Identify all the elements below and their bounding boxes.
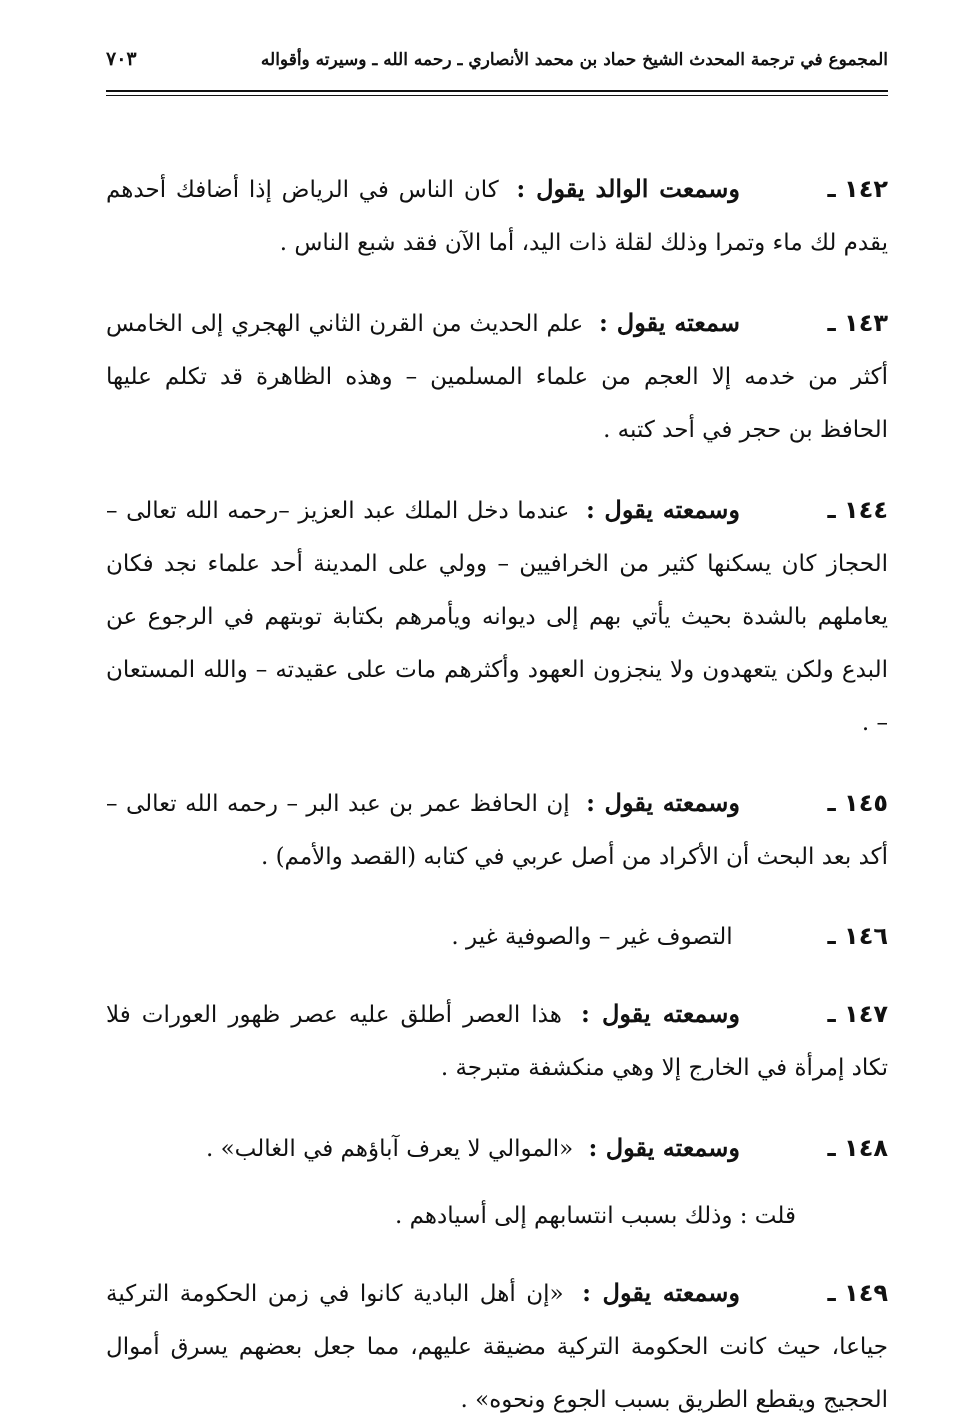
entry-text: التصوف غير – والصوفية غير . [451, 924, 733, 950]
entry-lead: وسمعته يقول : [582, 1278, 741, 1307]
entry-143 [106, 296, 888, 457]
entry-text: كان الناس في الرياض إذا أضافك أحدهم يقدم لك ماء وتمرا وذلك لقلة ذات اليد، أما الآن فقد شبع الناس . [106, 177, 888, 256]
entry-lead: وسمعت الوالد يقول : [516, 174, 740, 203]
entry-147 [106, 987, 888, 1095]
running-head [106, 48, 888, 76]
entry-number: ١٤٤ ـ [827, 496, 888, 524]
entry-number: ١٤٩ ـ [827, 1279, 889, 1307]
entries-list [106, 162, 888, 1427]
entry-144 [106, 483, 888, 750]
entry-text: علم الحديث من القرن الثاني الهجري إلى الخامس أكثر من خدمه إلا العجم من علماء المسلمين – وهذه الظاهرة قد تكلم عليها الحافظ بن حجر في أحد كتبه . [106, 311, 888, 443]
entry-145 [106, 776, 888, 884]
entry-text: عندما دخل الملك عبد العزيز –رحمه الله تعالى – الحجاز كان يسكنها كثير من الخرافيين – وولي على المدينة أحد علماء نجد فكان يعاملهم بالشدة بحيث يأتي بهم إلى ديوانه ويأمرهم بكتابة توبتهم في الرجوع عن البدع ولكن يتعهدون ولا ينجزون العهود وأكثرهم مات على عقيدته – والله المستعان – . [106, 498, 888, 736]
entry-lead: وسمعته يقول : [586, 788, 740, 817]
header-rule-thin [106, 95, 888, 96]
entry-lead: وسمعته يقول : [580, 999, 741, 1028]
entry-text: «إن أهل البادية كانوا في زمن الحكومة التركية جياعا، حيث كانت الحكومة التركية مضيقة عليهم، مما جعل بعضهم يسرق أموال الحجيج ويقطع الطريق بسبب الجوع ونحوه» . [106, 1281, 888, 1413]
entry-lead: سمعته يقول : [599, 308, 740, 337]
entry-number: ١٤٧ ـ [827, 1000, 889, 1028]
entry-text: هذا العصر أطلق عليه عصر ظهور العورات فلا تكاد إمرأة في الخارج إلا وهي منكشفة متبرجة . [106, 1002, 888, 1081]
entry-148 [106, 1121, 888, 1176]
running-head-title: المجموع في ترجمة المحدث الشيخ حماد بن محمد الأنصاري ـ رحمه الله ـ وسيرته وأقواله [260, 50, 888, 70]
entry-149 [106, 1266, 888, 1427]
page-number: ٧٠٣ [106, 48, 137, 70]
entry-text: إن الحافظ عمر بن عبد البر – رحمه الله تعالى – أكد بعد البحث أن الأكراد من أصل عربي في كتابه (القصد والأمم) . [106, 791, 888, 870]
editor-note: قلت : وذلك بسبب انتسابهم إلى أسيادهم . [394, 1203, 796, 1229]
entry-text: «الموالي لا يعرف آباؤهم في الغالب» . [205, 1136, 574, 1162]
entry-lead: وسمعته يقول : [588, 1133, 740, 1162]
entry-number: ١٤٨ ـ [827, 1134, 888, 1162]
entry-146 [106, 910, 888, 964]
header-rule-thick [106, 90, 888, 92]
entry-number: ١٤٦ ـ [827, 922, 888, 950]
entry-number: ١٤٢ ـ [827, 175, 888, 203]
entry-number: ١٤٣ ـ [827, 309, 888, 337]
entry-142 [106, 162, 888, 270]
entry-number: ١٤٥ ـ [827, 789, 888, 817]
entry-lead: وسمعته يقول : [585, 495, 740, 524]
